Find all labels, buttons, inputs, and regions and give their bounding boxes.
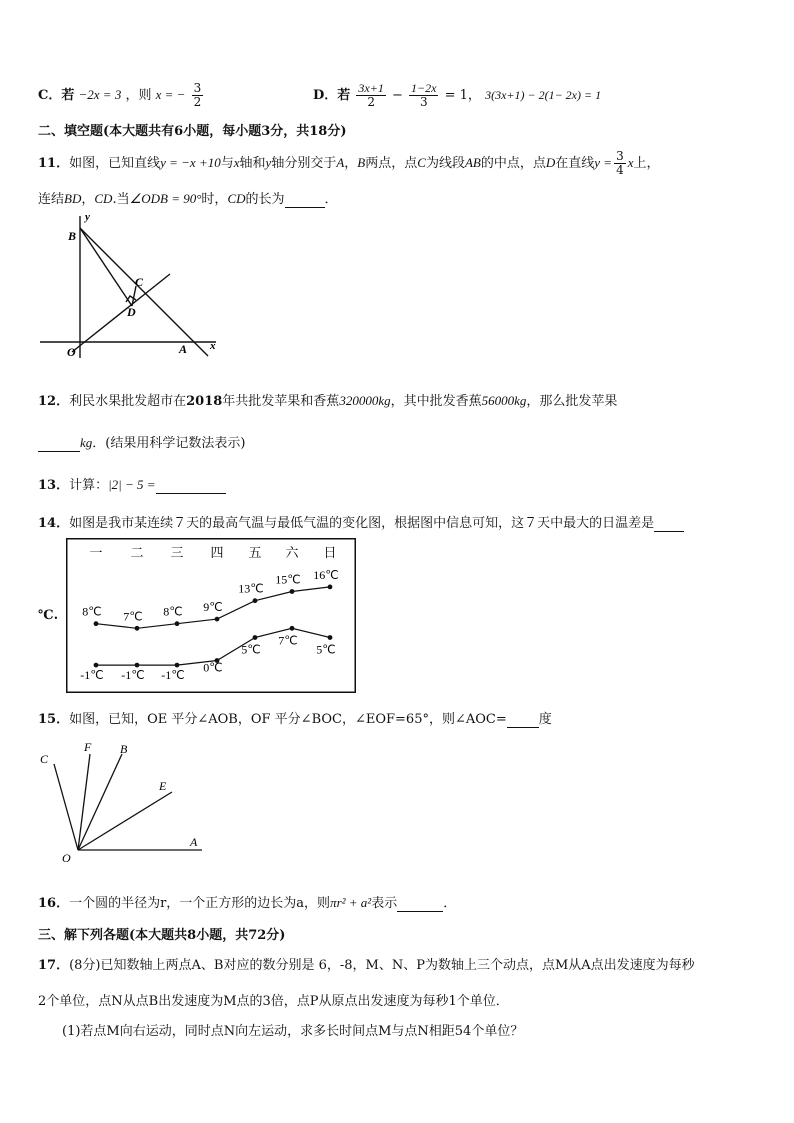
- q14-side-label: ℃.: [38, 608, 59, 623]
- q11-point-b: B: [357, 155, 366, 170]
- q10-d-eq: = 1: [444, 88, 468, 103]
- q15-label-o: O: [62, 851, 71, 865]
- q11-text-3: 轴和: [239, 156, 266, 171]
- q12-line-2: [38, 432, 245, 452]
- q15-line: [38, 708, 552, 728]
- q11-fig-label-b: B: [68, 229, 77, 243]
- q11-eq-2-num: 3: [616, 149, 624, 163]
- q14-high-temp-point: [253, 598, 258, 603]
- q10-d-sep: ，: [467, 88, 481, 103]
- q11-y: y: [265, 155, 272, 170]
- q10-option-d: [313, 82, 601, 109]
- q15-label-e: E: [159, 779, 167, 793]
- q12-value-1: 320000kg: [339, 393, 391, 408]
- q14-low-temp-label: -1℃: [121, 668, 145, 683]
- q12-answer-blank[interactable]: [38, 436, 80, 452]
- q14-low-temp-point: [290, 626, 295, 631]
- q14-day-label: 六: [285, 545, 299, 560]
- q15-label-c: C: [40, 752, 49, 766]
- q10-c-frac-den: 2: [193, 95, 202, 109]
- q12-text-4: ，那么批发苹果: [526, 394, 618, 409]
- q14-low-temp-point: [253, 635, 258, 640]
- q12-note: ．(结果用科学记数法表示): [92, 436, 246, 451]
- q10-d-fraction-1: [356, 82, 385, 109]
- q17-number: 17．: [38, 958, 70, 973]
- q11-point-d: D: [545, 155, 556, 170]
- q10-c-label: C．若: [38, 88, 75, 103]
- q11-fig-label-y: y: [85, 211, 90, 223]
- q16-line: [38, 892, 456, 912]
- q10-d-fraction-2: [409, 82, 438, 109]
- q14-high-temp-point: [290, 589, 295, 594]
- q14-high-temp-label: 9℃: [203, 600, 223, 615]
- q14-high-temp-label: 7℃: [123, 609, 143, 624]
- q11-fig-label-d: D: [127, 305, 136, 319]
- q12-text-2: 年共批发苹果和香蕉: [222, 394, 340, 409]
- q11-line-2: [38, 188, 338, 208]
- q14-day-label: 五: [248, 545, 262, 560]
- section-2-title: 二、填空题(本大题共有6小题，每小题3分，共18分): [38, 124, 347, 139]
- q11-l2-c: .当: [112, 192, 130, 207]
- q15-label-f: F: [84, 740, 92, 754]
- q14-day-label: 一: [89, 545, 103, 560]
- q14-high-temp-point: [135, 626, 140, 631]
- q10-c-result-lhs: x = −: [155, 87, 186, 102]
- q11-eq-1: y = −x +10: [160, 155, 221, 170]
- q14-high-temp-label: 15℃: [275, 572, 301, 587]
- q11-line-1: [38, 150, 660, 177]
- q15-label-a: A: [190, 835, 198, 849]
- q11-fig-label-x: x: [210, 340, 216, 352]
- q14-low-temp-point: [94, 663, 99, 668]
- q11-eq-2-lhs: y =: [594, 155, 613, 170]
- q11-fig-label-o: O: [67, 345, 76, 359]
- q12-number: 12．: [38, 394, 70, 409]
- q11-fig-label-c: C: [135, 275, 144, 289]
- q11-text-4: 轴分别交于: [271, 156, 337, 171]
- q17-line-2: 2个单位，点N从点B出发速度为M点的3倍，点P从原点出发速度为每秒1个单位．: [38, 994, 509, 1009]
- q15-text: 如图，已知，OE 平分∠AOB，OF 平分∠BOC，∠EOF=65°，则∠AOC=: [69, 712, 507, 727]
- q11-fig-label-a: A: [179, 342, 188, 356]
- q11-text-1: 如图，已知直线: [69, 156, 161, 171]
- q12-line-1: [38, 390, 617, 409]
- q11-l2-a: 连结: [38, 192, 65, 207]
- q14-number: 14．: [38, 516, 70, 531]
- q11-point-c: C: [417, 155, 426, 170]
- q14-high-temp-label: 13℃: [238, 581, 264, 596]
- q16-answer-blank[interactable]: [397, 896, 443, 912]
- q11-line-ab: [80, 228, 208, 356]
- q11-text-6: 两点，点: [365, 156, 418, 171]
- q11-text-9: 在直线: [555, 156, 595, 171]
- q14-high-temp-point: [175, 621, 180, 626]
- q10-c-mid: ，则: [125, 88, 152, 103]
- q11-l2-b: ，: [81, 192, 95, 207]
- q10-d-label: D．若: [313, 88, 351, 103]
- q14-day-label: 四: [210, 545, 224, 560]
- q11-l2-d: 时，: [201, 192, 228, 207]
- q11-l2-e: 的长为: [245, 192, 285, 207]
- q15-answer-blank[interactable]: [507, 712, 539, 728]
- q14-temperature-chart: [66, 538, 356, 693]
- q14-low-temp-point: [328, 635, 333, 640]
- q11-number: 11．: [38, 156, 70, 171]
- q14-high-temp-label: 16℃: [313, 567, 339, 582]
- q16-text-1: 一个圆的半径为r，一个正方形的边长为a，则: [69, 896, 331, 911]
- section-3-title: 三、解下列各题(本大题共8小题，共72分): [38, 928, 286, 943]
- q14-answer-blank[interactable]: [654, 516, 684, 532]
- q14-low-temp-label: 0℃: [203, 660, 223, 675]
- q11-angle: ∠ODB = 90°: [129, 191, 202, 206]
- q14-high-temp-point: [94, 621, 99, 626]
- q11-eq-2-fraction: [614, 150, 626, 177]
- q14-low-temp-point: [135, 663, 140, 668]
- q14-high-temp-point: [215, 617, 220, 622]
- q12-text-3: ，其中批发香蕉: [390, 394, 482, 409]
- q10-c-fraction: [192, 82, 204, 109]
- q11-segment-cd-2: CD: [227, 191, 246, 206]
- q14-low-temp-label: -1℃: [80, 668, 104, 683]
- q17-sub-1: (1)若点M向右运动，同时点N向左运动，求多长时间点M与点N相距54个单位？: [62, 1024, 524, 1039]
- q11-figure: [36, 210, 226, 360]
- q11-segment-ab: AB: [464, 155, 481, 170]
- q14-low-temp-label: -1℃: [161, 668, 185, 683]
- q14-low-temp-label: 5℃: [316, 642, 336, 657]
- q11-text-10: 上，: [633, 156, 660, 171]
- q13-text: 计算：: [69, 478, 109, 493]
- q14-line: [38, 512, 684, 532]
- q14-high-temp-point: [328, 585, 333, 590]
- q17-line-1: [38, 954, 695, 973]
- q11-answer-blank[interactable]: [285, 192, 325, 208]
- q14-high-temp-label: 8℃: [82, 604, 102, 619]
- q10-option-c: [38, 82, 205, 109]
- q14-day-label: 日: [323, 545, 337, 560]
- q11-point-a: A: [336, 155, 345, 170]
- q11-x: x: [233, 155, 240, 170]
- q11-text-2: 与: [220, 156, 234, 171]
- q14-text: 如图是我市某连续７天的最高气温与最低气温的变化图，根据图中信息可知，这７天中最大的日温差是: [69, 516, 655, 531]
- q15-figure: [34, 736, 214, 866]
- q11-text-5: ，: [344, 156, 358, 171]
- q10-d-f1-den: 2: [367, 95, 375, 109]
- q14-high-temp-label: 8℃: [163, 604, 183, 619]
- q11-segment-cd: CD: [94, 191, 113, 206]
- q10-c-equation: −2x = 3: [78, 87, 122, 102]
- q11-segment-bd-line: [80, 228, 132, 306]
- q11-line-od: [72, 274, 170, 352]
- q16-text-2: 表示: [371, 896, 398, 911]
- q11-text-7: 为线段: [425, 156, 465, 171]
- q14-low-temp-point: [175, 663, 180, 668]
- q12-year: 2018: [186, 394, 223, 409]
- q14-day-label: 三: [170, 545, 184, 560]
- q17-text-1: (8分)已知数轴上两点A、B对应的数分别是 6，-8，M、N、P为数轴上三个动点，点M从A点出发速度为每秒: [69, 958, 695, 973]
- q13-number: 13．: [38, 478, 70, 493]
- q10-d-f2-num: 1−2x: [411, 81, 437, 95]
- q15-number: 15．: [38, 712, 70, 727]
- q14-low-temp-label: 5℃: [241, 642, 261, 657]
- q10-c-frac-num: 3: [193, 81, 202, 95]
- q12-value-2: 56000kg: [481, 393, 527, 408]
- q16-end: ．: [443, 896, 457, 911]
- q15-suffix: 度: [538, 712, 552, 727]
- q13-line: [38, 474, 226, 494]
- q11-text-8: 的中点，点: [480, 156, 546, 171]
- q15-label-b: B: [120, 742, 128, 756]
- q11-eq-2-den: 4: [616, 163, 624, 177]
- q13-expression: |2| − 5 =: [108, 477, 156, 492]
- q12-unit: kg: [80, 435, 93, 450]
- q12-text-1: 利民水果批发超市在: [69, 394, 187, 409]
- q10-d-f2-den: 3: [419, 95, 428, 109]
- q16-expression: πr² + a²: [330, 895, 372, 910]
- q11-eq-2-x: x: [627, 155, 634, 170]
- q15-ray-oc: [54, 764, 78, 850]
- q15-ray-oe: [78, 792, 172, 850]
- q11-segment-bd: BD: [64, 191, 82, 206]
- q14-day-label: 二: [130, 545, 144, 560]
- q13-answer-blank[interactable]: [156, 478, 226, 494]
- q16-number: 16．: [38, 896, 70, 911]
- q10-d-f1-num: 3x+1: [358, 81, 384, 95]
- q11-l2-end: ．: [324, 192, 338, 207]
- q10-d-result: 3(3x+1) − 2(1− 2x) = 1: [485, 88, 602, 102]
- q14-low-temp-label: 7℃: [278, 633, 298, 648]
- q10-d-minus: −: [392, 88, 403, 103]
